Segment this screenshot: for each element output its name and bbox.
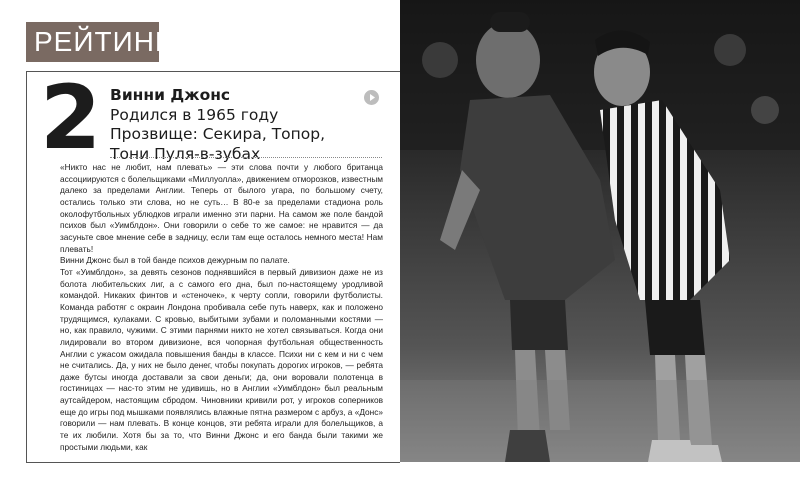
- play-triangle: [364, 90, 379, 105]
- article-body: «Никто нас не любит, нам плевать» — эти слова почти у любого британца ассоциируются с болельщиками «Миллуолла», движением отморозков, известным далеко за пределами Англии. Теперь от былого угара, по большому счету, остались только эти слова, но не суть… В 80-е за пределами стадиона роль околофутбольных ублюдков играли именно эти парни. На самом же поле бандой психов был «Уимблдон». Они говорили о себе то же самое: не нравится — да засуньте свое мнение себе в задницу, если там еще осталось немного места! Нам плевать! Винни Джонс был в той банде психов дежурным по палате. Тот «Уимблдон», за девять сезонов поднявшийся в первый дивизион даже не из болота любительских лиг, а с самого его дна, был по-настоящему уродливой командой. Никаких финтов и «стеночек», к черту сопли, говорили футболисты. Команда работяг с окраин Лондона пробивала себе путь наверх, как и положено трудящимся, кулаками. С кровью, выбитыми зубами и поломанными костями — но, как правило, чужими. С этими парнями никто не хотел связываться. Когда они лидировали во втором дивизионе, вся чопорная футбольная общественность Англии с ужасом ожидала повышения банды в классе. Психи ни с кем и ни с чем не считались. Да, у них не было денег, чтобы покупать дорогих игроков, — ребята даже бутсы иногда доставали за свои деньги; да, они воровали полотенца в гостиницах — нас-то этим не удивишь, но в Англии «Уимблдон» был реальным аутсайдером, настоящим сбродом. Чиновники кривили рот, у игроков соперников еще до игры под мышками появлялись влажные пятна размером с арбуз, а «Донс» говорили — нам плевать. В конце концов, эти ребята играли для болельщиков, а те их любили. Хотя бы за то, что Винни Джонс и его банда были такими же простыми людьми, как: [60, 162, 383, 452]
- frame-line-left: [26, 71, 27, 462]
- frame-line-bottom: [26, 462, 400, 463]
- player-photo: [400, 0, 800, 462]
- photo-illustration: [400, 0, 800, 462]
- rank-number: 2: [40, 66, 102, 169]
- play-icon[interactable]: [364, 90, 379, 105]
- player-nickname-line-2: Тони Пуля-в-зубах: [110, 144, 261, 163]
- player-birth-year: Родился в 1965 году: [110, 105, 279, 124]
- player-info: [110, 86, 370, 164]
- player-nickname-line-1: Прозвище: Секира, Топор,: [110, 125, 326, 143]
- section-banner: РЕЙТИНГ: [26, 22, 159, 62]
- player-name: Винни Джонс: [110, 86, 231, 104]
- header-divider: [110, 157, 382, 158]
